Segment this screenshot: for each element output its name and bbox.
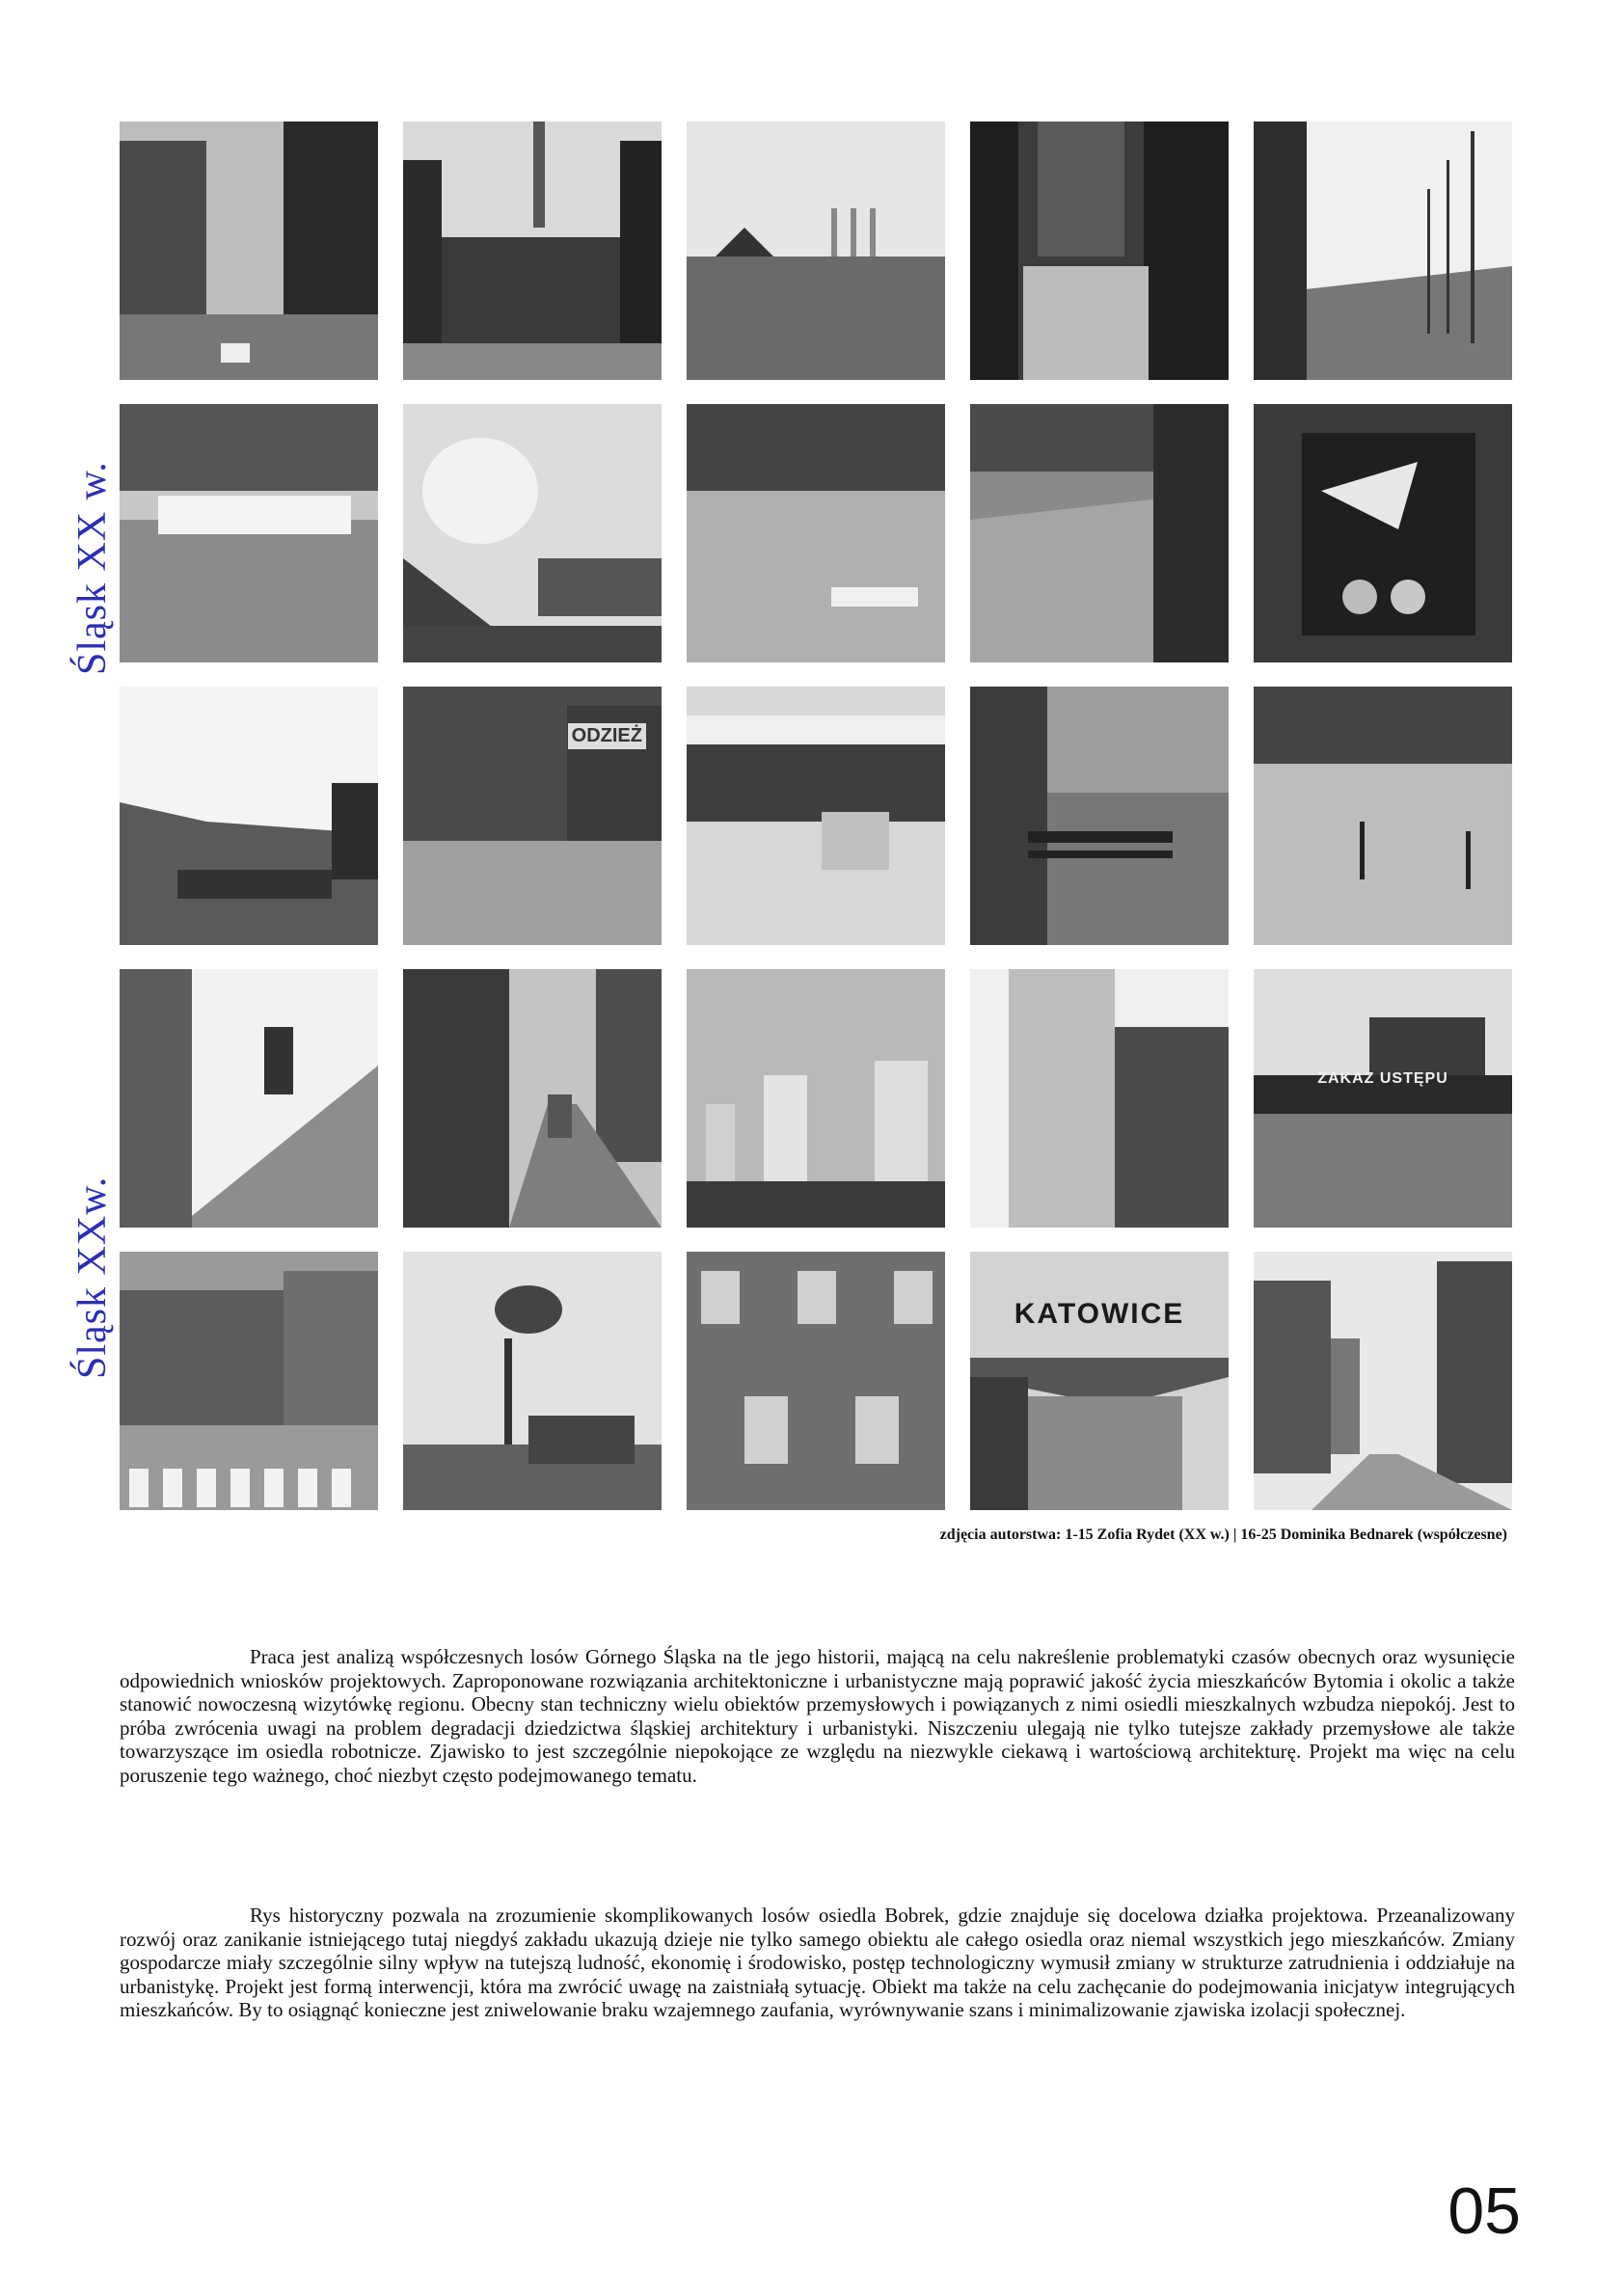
photo-20-demolished-house	[1254, 969, 1512, 1228]
photo-22-chimney-smoke	[403, 1252, 662, 1510]
section-label-contemporary: Śląsk XXw.	[70, 1175, 115, 1379]
page-number: 05	[1447, 2174, 1521, 2248]
station-sign-katowice: KATOWICE	[1014, 1298, 1185, 1330]
photo-17-tram-street	[403, 969, 662, 1228]
photo-13-market-stalls	[687, 687, 945, 945]
photo-1-city-street-trams	[120, 122, 378, 380]
photo-2-industrial-plant-chimney	[403, 122, 662, 380]
photo-4-children-courtyard-passage	[970, 122, 1229, 380]
section-label-historical: Śląsk XX w.	[70, 461, 115, 675]
body-paragraph-2-text: Rys historyczny pozwala na zrozumienie skomplikowanych losów osiedla Bobrek, gdzie znajduje się docelowa działka projektowa. Przeanalizowany rozwój oraz zanikanie istniejącego tutaj niegdyś zakładu ukazują dzieje nie tylko samego obiektu ale całego osiedla oraz niemal wszystkich jego mieszkańców. Zmiany gospodarcze miały szczególnie silny wpływ na tutejszą ludność, ekonomię i środowisko, postęp technologiczny wymusił zmiany w strukturze zatrudnienia i oddziałuje na urbanistykę. Projekt jest formą interwencji, która ma zwrócić uwagę na zaistniałą sytuację. Obiekt ma także na celu zachęcanie do podejmowania inicjatyw integrujących mieszkańców. By to osiągnąć konieczne jest zniwelowanie braku wzajemnego zaufania, wyrównywanie szans i minimalizowanie zjawiska izolacji społecznej.	[120, 1904, 1515, 2022]
photo-12-wet-shopping-street	[403, 687, 662, 945]
photo-11-spoil-heap-fence	[120, 687, 378, 945]
photo-6-laundry-yard	[120, 404, 378, 662]
photo-18-residential-towers	[687, 969, 945, 1228]
photo-9-garden-plots	[970, 404, 1229, 662]
body-paragraph-1	[120, 1645, 1515, 1788]
photo-14-bench-seniors	[970, 687, 1229, 945]
wall-graffiti-sign: ZAKAZ USTĘPU	[1317, 1070, 1448, 1087]
photo-25-street-cyclist	[1254, 1252, 1512, 1510]
photo-grid	[120, 122, 1515, 1510]
photo-16-mine-shaft-wall	[120, 969, 378, 1228]
photo-24-katowice-station	[970, 1252, 1229, 1510]
body-paragraph-2	[120, 1904, 1515, 2022]
photo-19-apartment-block	[970, 969, 1229, 1228]
shop-sign-odziez: ODZIEŻ	[568, 723, 646, 749]
photo-3-children-field-power-plant	[687, 122, 945, 380]
body-paragraph-1-text: Praca jest analizą współczesnych losów Górnego Śląska na tle jego historii, mającą na celu nakreślenie problematyki czasów obecnych oraz wysunięcie odpowiednich wniosków projektowych. Zaproponowane rozwiązania architektoniczne i urbanistyczne mają poprawić jakość życia mieszkańców Bytomia i okolic a także stanowić nowoczesną wizytówkę regionu. Obecny stan techniczny wielu obiektów przemysłowych i powiązanych z nimi osiedli mieszkalnych wzbudza niepokój. Jest to próba zwrócenia uwagi na problem degradacji dziedzictwa śląskiej architektury i urbanistyki. Niszczeniu ulegają nie tylko tutejsze zakłady przemysłowe ale także towarzyszące im osiedla robotnicze. Zjawisko to jest szczególnie niepokojące ze względu na niezwykle ciekawą i wartościową architekturę. Projekt ma więc na celu poruszenie tego ważnego, choć niezbyt często podejmowanego tematu.	[120, 1645, 1515, 1787]
photo-10-children-window-curtain	[1254, 404, 1512, 662]
photo-credit: zdjęcia autorstwa: 1-15 Zofia Rydet (XX w.) | 16-25 Dominika Bednarek (współczesne)	[939, 1526, 1507, 1543]
photo-5-road-power-lines	[1254, 122, 1512, 380]
photo-23-brick-facade-windows	[687, 1252, 945, 1510]
photo-7-smoke-over-city	[403, 404, 662, 662]
photo-21-zebra-crossing-buildings	[120, 1252, 378, 1510]
photo-15-empty-yard-posts	[1254, 687, 1512, 945]
photo-8-courtyard-children	[687, 404, 945, 662]
